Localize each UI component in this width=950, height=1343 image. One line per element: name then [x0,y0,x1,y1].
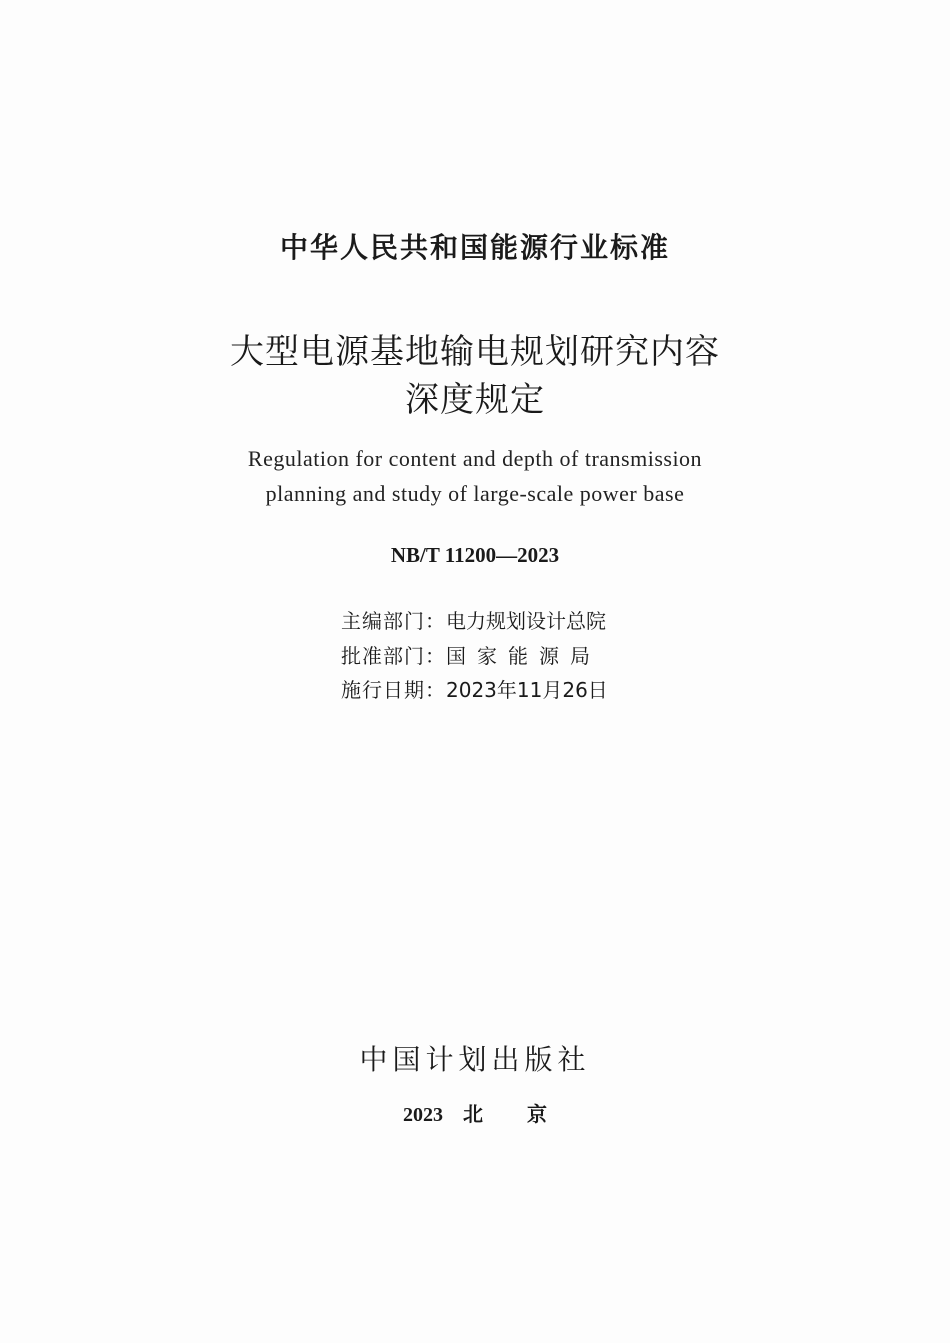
chinese-title-line2: 深度规定 [405,380,545,420]
publication-city-char2: 京 [527,1102,547,1126]
effective-date-value: 2023年11月26日 [446,678,608,702]
editor-row [341,604,608,639]
approver-label: 批准部门： [341,643,446,668]
editor-label: 主编部门： [341,609,446,633]
english-title-line1: Regulation for content and depth of transmission [247,446,703,471]
publisher-name: 中国计划出版社 [359,1043,591,1076]
publication-year: 2023 [403,1104,443,1126]
publication-year-city [0,1098,950,1127]
effective-date-row [341,673,608,708]
standard-category: 中华人民共和国能源行业标准 [279,231,670,264]
effective-date-label: 施行日期： [341,678,446,702]
chinese-title-line1: 大型电源基地输电规划研究内容 [230,332,720,372]
approver-value: 国家能源局 [446,643,601,668]
info-block [341,604,608,708]
publication-city-char1: 北 [463,1102,483,1126]
english-title-line2: planning and study of large-scale power base [265,481,685,506]
approver-row [341,639,608,674]
standard-number: NB/T 11200—2023 [390,543,560,567]
editor-value: 电力规划设计总院 [446,609,606,633]
